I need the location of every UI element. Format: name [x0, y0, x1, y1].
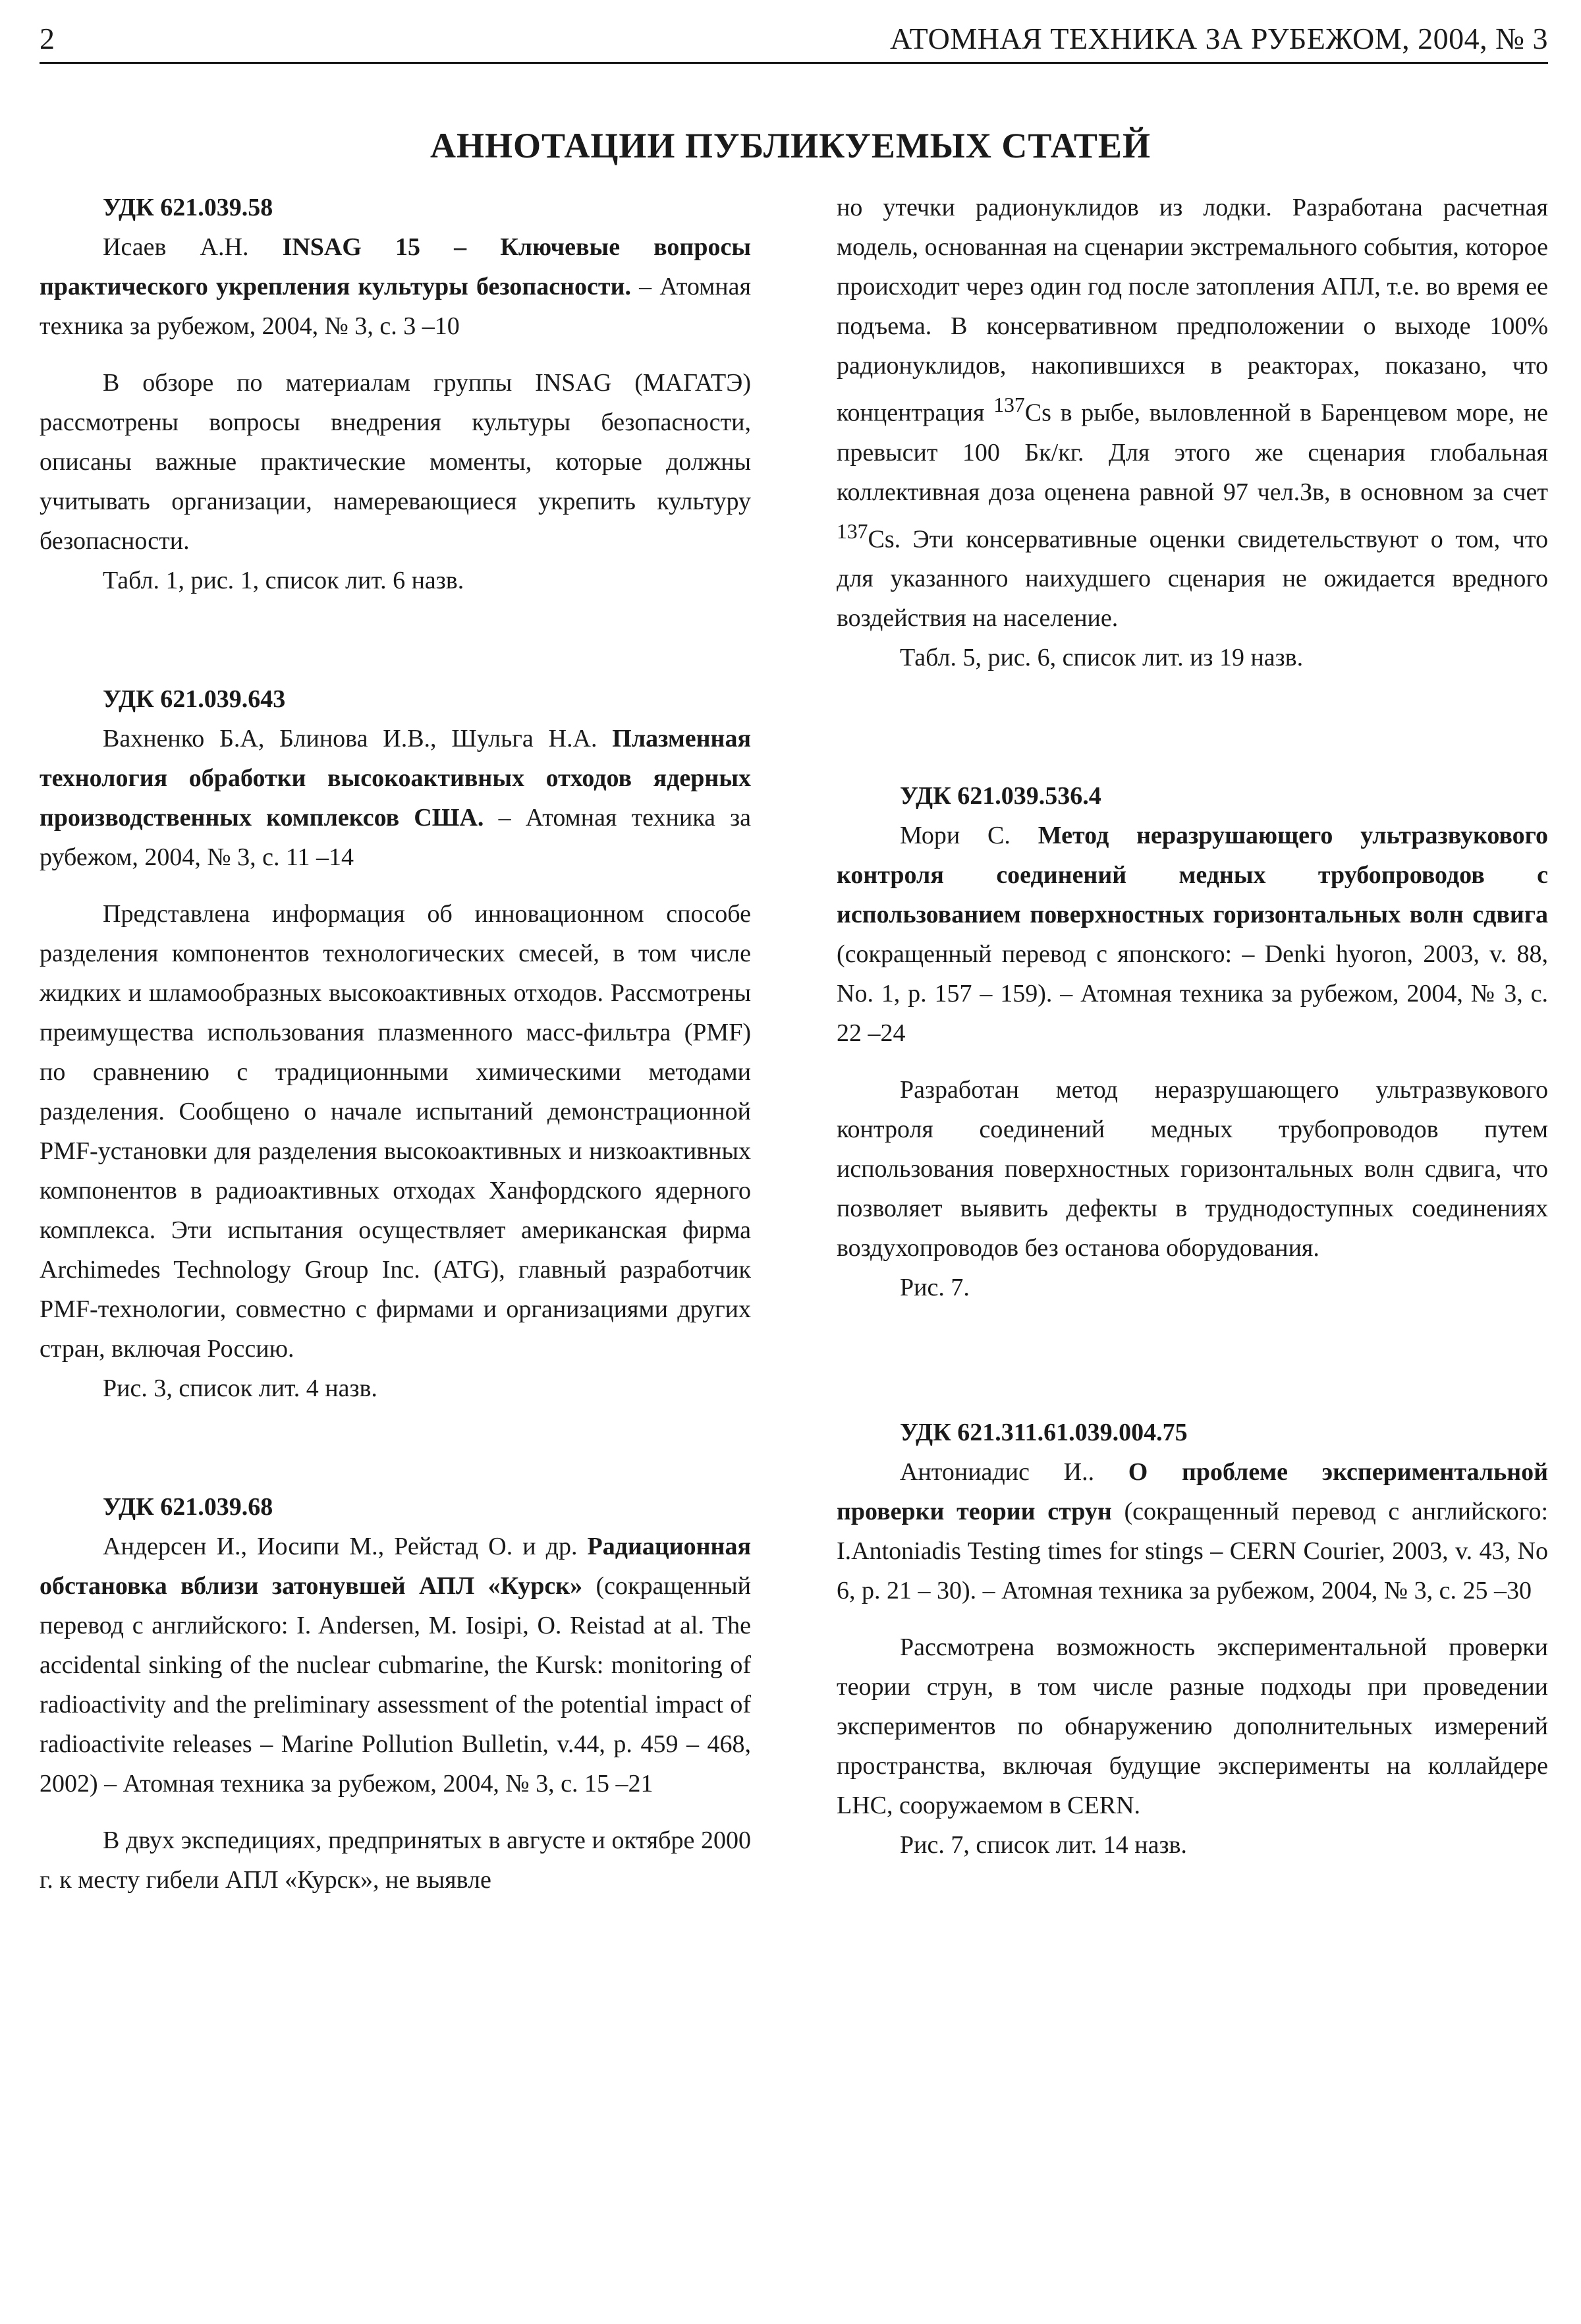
isotope-mass: 137	[993, 393, 1025, 416]
article-authors: Мори С.	[900, 822, 1011, 850]
article-citation	[837, 816, 1548, 1053]
article-source: (сокращенный перевод с английского: I.Antoniadis Testing times for stings – CERN Courier, 2003, v. 43, No 6, p. 21 – 30). – Атомная техника за рубежом, 2004, № 3, с. 25 –30	[837, 1498, 1549, 1605]
udc-code: УДК 621.039.58	[103, 194, 273, 221]
article-title: Радиационная обстановка вблизи затонувшей АПЛ «Курск»	[40, 1533, 752, 1600]
article-refs: Рис. 3, список лит. 4 назв.	[103, 1375, 377, 1402]
article-plasma	[40, 679, 751, 1408]
article-title: О проблеме экспериментальной проверки теории струн	[837, 1458, 1548, 1526]
article-authors: Антониадис И..	[900, 1458, 1095, 1487]
article-refs: Рис. 7.	[900, 1274, 970, 1302]
article-title: INSAG 15 – Ключевые вопросы практического укрепления культуры безопасности.	[40, 233, 751, 300]
page-header	[40, 18, 1548, 64]
udc-code: УДК 621.039.536.4	[900, 782, 1101, 810]
article-ultrasonic	[837, 776, 1548, 1307]
article-refs: Табл. 1, рис. 1, список лит. 6 назв.	[103, 567, 464, 594]
page-title: АННОТАЦИИ ПУБЛИКУЕМЫХ СТАТЕЙ	[430, 126, 1151, 165]
article-abstract: Разработан метод неразрушающего ультразвукового контроля соединений медных трубопроводов путем использования поверхностных горизонтальных волн сдвига, что позволяет выявить дефекты в труднодоступных соединениях воздухопроводов без останова оборудования.	[837, 1076, 1548, 1262]
article-title: Плазменная технология обработки высокоактивных отходов ядерных производственных комплексов США.	[40, 725, 752, 832]
article-source: – Атомная техника за рубежом, 2004, № 3, с. 3 –10	[40, 273, 751, 340]
article-abstract: Представлена информация об инновационном способе разделения компонентов технологических смесей, в том числе жидких и шламообразных высокоактивных отходов. Рассмотрены преимущества использования плазменного масс-фильтра (PMF) по сравнению с традиционными химическими методами разделения. Сообщено о начале испытаний демонстрационной PMF-установки для разделения высокоактивных и низкоактивных компонентов в радиоактивных отходах Ханфордского ядерного комплекса. Эти испытания осуществляет американская фирма Archimedes Technology Group Inc. (ATG), главный разработчик PMF-технологии, совместно с фирмами и организациями других стран, включая Россию.	[40, 900, 751, 1363]
udc-code: УДК 621.039.643	[103, 685, 286, 713]
article-kursk-continued	[837, 188, 1548, 677]
article-abstract-part2: но утечки радионуклидов из лодки. Разработана расчетная модель, основанная на сценарии экстремального события, которое происходит через один год после затопления АПЛ, т.е. во время ее подъема. В консервативном предположении о выходе 100% радионуклидов, накопившихся в реакторах, показано, что концентрация $^{137}$Cs в рыбе, выловленной в Баренцевом море, не превысит 100 Бк/кг. Для этого же сценария глобальная коллективная доза оценена равной 97 чел.Зв, в основном за счет $^{137}$Cs. Эти консервативные оценки свидетельствуют о том, что для указанного наихудшего сценария не ожидается вредного воздействия на население.	[837, 194, 1549, 633]
article-citation	[40, 719, 751, 877]
article-refs: Рис. 7, список лит. 14 назв.	[900, 1831, 1187, 1859]
isotope-mass: 137	[837, 519, 868, 543]
article-citation	[837, 1452, 1548, 1610]
article-source: – Атомная техника за рубежом, 2004, № 3, с. 11 –14	[40, 804, 752, 871]
article-abstract-part1: В двух экспедициях, предпринятых в августе и октябре 2000 г. к месту гибели АПЛ «Курск», не выявле	[40, 1827, 751, 1894]
article-authors: Вахненко Б.А, Блинова И.В., Шульга Н.А.	[103, 725, 597, 752]
article-refs: Табл. 5, рис. 6, список лит. из 19 назв.	[900, 644, 1304, 672]
article-abstract: Рассмотрена возможность экспериментальной проверки теории струн, в том числе разные подходы при проведении экспериментов по обнаружению дополнительных измерений пространства, включая будущие эксперименты на коллайдере LHC, сооружаемом в CERN.	[837, 1633, 1548, 1820]
article-citation	[40, 227, 751, 346]
article-source: (сокращенный перевод с японского: – Denki hyoron, 2003, v. 88, No. 1, p. 157 – 159). – Атомная техника за рубежом, 2004, № 3, с. 22 –24	[837, 940, 1548, 1048]
article-title: Метод неразрушающего ультразвукового контроля соединений медных трубопроводов с использованием поверхностных горизонтальных волн сдвига	[837, 822, 1548, 929]
journal-title: АТОМНАЯ ТЕХНИКА ЗА РУБЕЖОМ, 2004, № 3	[889, 22, 1548, 55]
article-abstract: В обзоре по материалам группы INSAG (МАГАТЭ) рассмотрены вопросы внедрения культуры безопасности, описаны важные практические моменты, которые должны учитывать организации, намеревающиеся укрепить культуру безопасности.	[40, 369, 751, 555]
right-column	[837, 188, 1548, 1865]
isotope-symbol: Cs	[1024, 399, 1051, 427]
page-number: 2	[40, 22, 55, 55]
isotope-symbol: Cs	[868, 525, 895, 553]
udc-code: УДК 621.039.68	[103, 1493, 273, 1521]
article-authors: Исаев А.Н.	[103, 233, 249, 261]
article-authors: Андерсен И., Иосипи М., Рейстад О. и др.	[103, 1533, 578, 1560]
article-kursk	[40, 1487, 751, 1900]
article-citation	[40, 1527, 751, 1803]
article-strings	[837, 1413, 1548, 1865]
left-column	[40, 188, 751, 1900]
article-source: (сокращенный перевод с английского: I. Andersen, M. Iosipi, O. Reistad at al. The accidental sinking of the nuclear cubmarine, the Kursk: monitoring of radioactivity and the preliminary assessment of the potential impact of radioactivite releases – Marine Pollution Bulletin, v.44, p. 459 – 468, 2002) – Атомная техника за рубежом, 2004, № 3, с. 15 –21	[40, 1572, 752, 1798]
article-insag	[40, 188, 751, 600]
udc-code: УДК 621.311.61.039.004.75	[900, 1419, 1188, 1447]
